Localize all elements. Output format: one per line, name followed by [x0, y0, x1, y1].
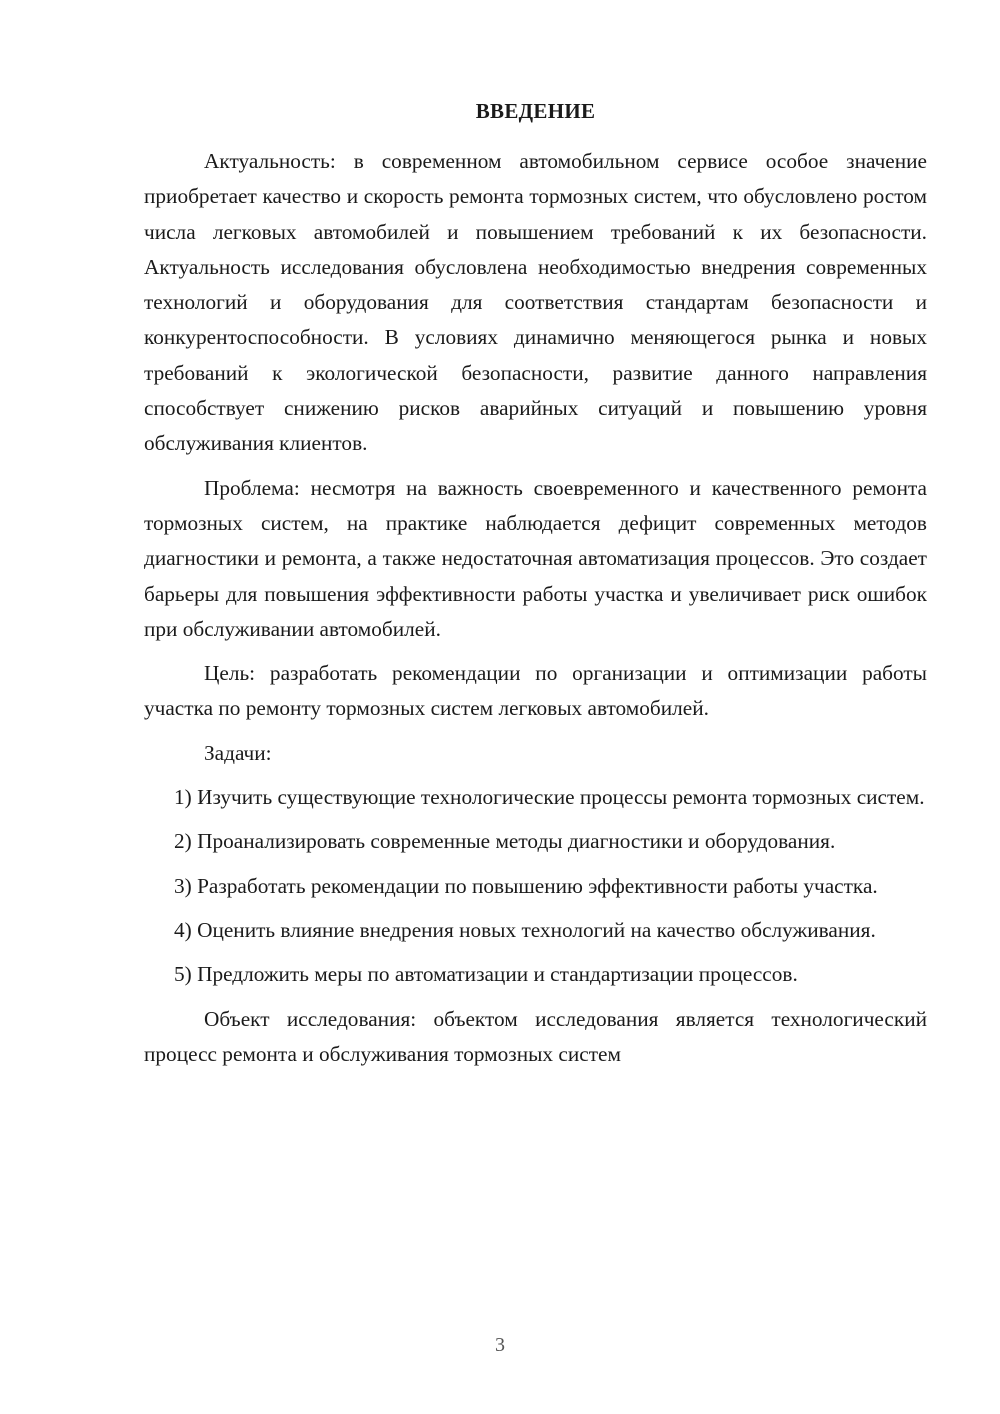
- paragraph-problem: Проблема: несмотря на важность своевременного и качественного ремонта тормозных систем, на практике наблюдается дефицит современных методов диагностики и ремонта, а также недостаточная автоматизация процессов. Это создает барьеры для повышения эффективности работы участка и увеличивает риск ошибок при обслуживании автомобилей.: [144, 475, 927, 641]
- task-item: 4) Оценить влияние внедрения новых технологий на качество обслуживания.: [174, 917, 876, 942]
- task-item: 1) Изучить существующие технологические процессы ремонта тормозных систем.: [174, 785, 925, 810]
- paragraph-relevance: Актуальность: в современном автомобильном сервисе особое значение приобретает качество и скорость ремонта тормозных систем, что обусловлено ростом числа легковых автомобилей и повышением требований к их безопасности. Актуальность исследования обусловлена необходимостью внедрения современных технологий и оборудования для соответствия стандартам безопасности и конкурентоспособности. В условиях динамично меняющегося рынка и новых требований к экологической безопасности, развитие данного направления способствует снижению рисков аварийных ситуаций и повышению уровня обслуживания клиентов.: [144, 149, 927, 456]
- task-item: 5) Предложить меры по автоматизации и стандартизации процессов.: [174, 962, 798, 987]
- task-item: 3) Разработать рекомендации по повышению эффективности работы участка.: [174, 873, 878, 898]
- section-title: ВВЕДЕНИЕ: [475, 99, 596, 123]
- task-item: 2) Проанализировать современные методы диагностики и оборудования.: [174, 829, 836, 854]
- paragraph-goal: Цель: разработать рекомендации по организации и оптимизации работы участка по ремонту тормозных систем легковых автомобилей.: [144, 661, 927, 721]
- paragraph-object: Объект исследования: объектом исследования является технологический процесс ремонта и обслуживания тормозных систем: [144, 1006, 927, 1066]
- document-page: [144, 96, 927, 1081]
- tasks-heading: Задачи:: [204, 740, 272, 765]
- page-number: 3: [495, 1334, 505, 1356]
